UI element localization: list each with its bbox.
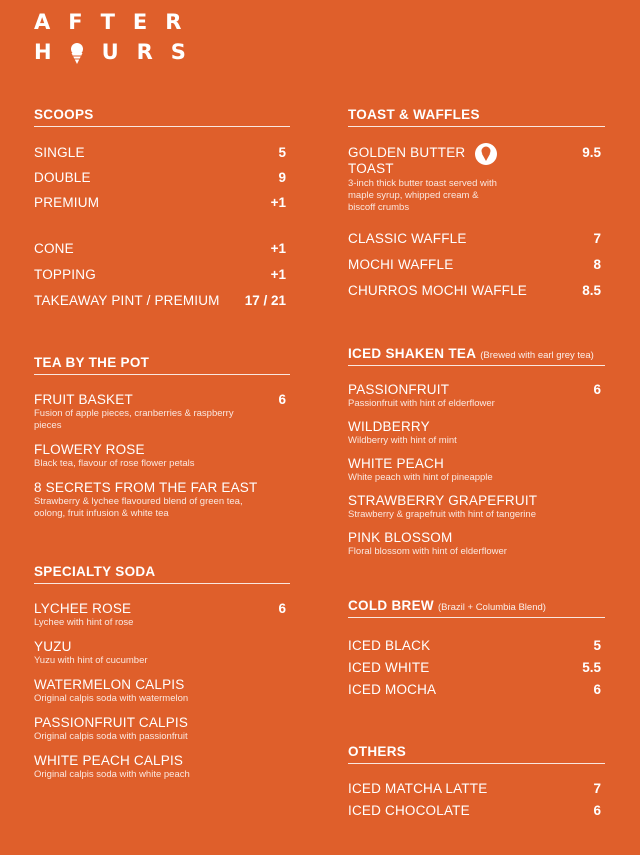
section-title-scoops: SCOOPS [34,107,290,127]
item-price: 7 [593,781,601,796]
section-title-iced-shaken-tea: ICED SHAKEN TEA (Brewed with earl grey tea) [348,346,605,366]
menu-item: CONE +1 [34,241,286,256]
menu-item: ICED WHITE 5.5 [348,660,601,675]
section-title-toast-waffles: TOAST & WAFFLES [348,107,605,127]
item-description: Original calpis soda with watermelon [34,693,189,704]
item-description: Original calpis soda with white peach [34,769,190,780]
menu-item: WHITE PEACH White peach with hint of pineapple [348,456,605,484]
item-description: 3-inch thick butter toast served with maple syrup, whipped cream & biscoff crumbs [348,178,497,213]
section-title-others: OTHERS [348,744,605,764]
item-description: Wildberry with hint of mint [348,435,457,446]
ice-cream-cone-icon [70,43,84,65]
item-price: 5.5 [582,660,601,675]
item-price: 17 / 21 [244,293,286,308]
menu-item: MOCHI WAFFLE 8 [348,257,601,272]
item-price: 6 [593,682,601,697]
section-note: (Brazil + Columbia Blend) [437,602,546,613]
brand-line-2-h: H [34,40,70,64]
item-price: 6 [593,382,601,397]
menu-item: PREMIUM +1 [34,195,286,210]
ice-cream-cone-icon [475,143,497,165]
section-title-tea-by-the-pot: TEA BY THE POT [34,355,290,375]
menu-item: WHITE PEACH CALPIS Original calpis soda with white peach [34,753,290,781]
left-column [34,107,290,781]
menu-item: LYCHEE ROSE 6 Lychee with hint of rose [34,601,286,628]
menu-item: CHURROS MOCHI WAFFLE 8.5 [348,283,601,298]
menu-item: SINGLE 5 [34,145,286,160]
item-description: Lychee with hint of rose [34,617,134,628]
menu-item: CLASSIC WAFFLE 7 [348,231,601,246]
menu-item: WATERMELON CALPIS Original calpis soda with watermelon [34,677,290,705]
item-description: Strawberry & lychee flavoured blend of green tea, oolong, fruit infusion & white tea [34,496,243,519]
menu-item: ICED MATCHA LATTE 7 [348,781,601,796]
item-price: 8 [593,257,601,272]
item-price: 6 [593,803,601,818]
item-price: 5 [278,145,286,160]
item-description: Passionfruit with hint of elderflower [348,398,495,409]
menu-item: ICED MOCHA 6 [348,682,601,697]
item-description: Yuzu with hint of cucumber [34,655,148,666]
item-description: Black tea, flavour of rose flower petals [34,458,195,469]
menu-item: STRAWBERRY GRAPEFRUIT Strawberry & grapefruit with hint of tangerine [348,493,605,521]
right-column [348,107,605,819]
menu-item: YUZU Yuzu with hint of cucumber [34,639,290,667]
item-description: Fusion of apple pieces, cranberries & raspberry pieces [34,408,234,431]
item-price: 9.5 [582,145,601,160]
item-price: +1 [270,241,286,256]
menu-item: ICED BLACK 5 [348,638,601,653]
section-note: (Brewed with earl grey tea) [480,350,594,361]
section-title-specialty-soda: SPECIALTY SODA [34,564,290,584]
item-description: Floral blossom with hint of elderflower [348,546,507,557]
item-description: White peach with hint of pineapple [348,472,493,483]
item-description: Original calpis soda with passionfruit [34,731,188,742]
menu-item: WILDBERRY Wildberry with hint of mint [348,419,605,447]
brand-logo [34,7,204,67]
item-price: +1 [270,195,286,210]
menu-item: ICED CHOCOLATE 6 [348,803,601,818]
menu-item: TAKEAWAY PINT / PREMIUM 17 / 21 [34,293,286,308]
menu-item: PASSIONFRUIT CALPIS Original calpis soda with passionfruit [34,715,290,743]
menu-item: PINK BLOSSOM Floral blossom with hint of elderflower [348,530,605,558]
menu-item: 8 SECRETS FROM THE FAR EAST Strawberry & lychee flavoured blend of green tea, oolong, fruit infusion & white tea [34,480,258,519]
menu-item: TOPPING +1 [34,267,286,282]
item-price: 6 [278,601,286,616]
brand-line-1: AFTER [34,10,200,34]
item-price: 5 [593,638,601,653]
menu-item: DOUBLE 9 [34,170,286,185]
item-price: 8.5 [582,283,601,298]
section-title-cold-brew: COLD BREW (Brazil + Columbia Blend) [348,598,605,618]
menu-item: GOLDEN BUTTER TOAST 9.5 3-inch thick butter toast served with maple syrup, whipped cream & biscoff crumbs [348,145,601,213]
brand-line-2-rest: URS [101,40,204,64]
item-description: Strawberry & grapefruit with hint of tangerine [348,509,536,520]
item-price: 7 [593,231,601,246]
item-price: 9 [278,170,286,185]
item-price: 6 [278,392,286,407]
item-price: +1 [270,267,286,282]
menu-item: FRUIT BASKET 6 Fusion of apple pieces, cranberries & raspberry pieces [34,392,286,431]
menu-item: FLOWERY ROSE Black tea, flavour of rose flower petals [34,442,290,470]
menu-item: PASSIONFRUIT 6 Passionfruit with hint of elderflower [348,382,601,409]
